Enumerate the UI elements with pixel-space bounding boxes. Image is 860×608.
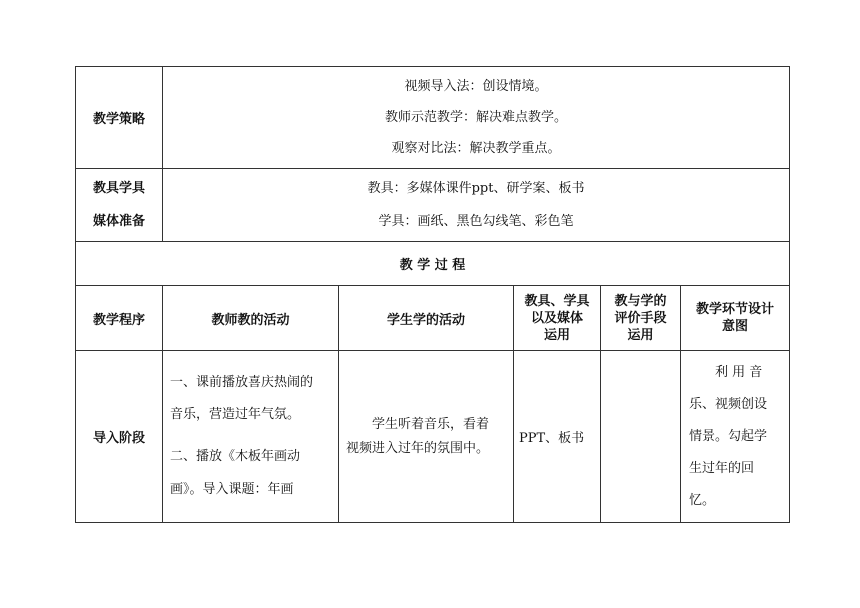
strategy-line: 观察对比法：解决教学重点。 bbox=[391, 141, 561, 156]
header-design bbox=[681, 286, 790, 351]
lesson-plan-table bbox=[75, 66, 790, 523]
strategy-content bbox=[163, 67, 790, 169]
header-student: 学生学的活动 bbox=[339, 286, 514, 351]
header-tools bbox=[514, 286, 601, 351]
header-tools-line: 教具、学具 bbox=[524, 293, 590, 309]
tools-content bbox=[163, 169, 790, 242]
header-eval-line: 评价手段 bbox=[614, 310, 667, 326]
intro-evaluation bbox=[601, 351, 681, 523]
design-line: 生过年的回 bbox=[689, 460, 755, 476]
strategy-line: 教师示范教学：解决难点教学。 bbox=[385, 110, 568, 125]
header-teacher: 教师教的活动 bbox=[163, 286, 339, 351]
header-design-line: 教学环节设计 bbox=[696, 302, 775, 317]
student-line: 视频进入过年的氛围中。 bbox=[346, 440, 490, 456]
teacher-line: 一、课前播放喜庆热闹的 bbox=[170, 375, 314, 390]
tools-label-line: 媒体准备 bbox=[92, 214, 145, 229]
header-design-line: 意图 bbox=[722, 319, 749, 334]
teacher-line: 二、播放《木板年画动 bbox=[170, 449, 301, 464]
header-tools-line: 运用 bbox=[543, 327, 570, 343]
intro-student-activity bbox=[339, 351, 514, 523]
strategy-label: 教学策略 bbox=[76, 67, 163, 169]
header-eval-line: 运用 bbox=[627, 327, 654, 343]
teacher-line: 音乐，营造过年气氛。 bbox=[170, 407, 301, 422]
intro-stage: 导入阶段 bbox=[76, 351, 163, 523]
strategy-row bbox=[76, 67, 790, 169]
design-line: 乐、视频创设 bbox=[689, 396, 768, 412]
tools-line: 学具：画纸、黑色勾线笔、彩色笔 bbox=[378, 214, 574, 229]
design-line: 利 用 音 bbox=[715, 364, 763, 380]
design-line: 情景。勾起学 bbox=[689, 428, 768, 444]
tools-label-line: 教具学具 bbox=[92, 181, 145, 196]
header-evaluation bbox=[601, 286, 681, 351]
tools-line: 教具：多媒体课件ppt、研学案、板书 bbox=[367, 181, 585, 196]
header-tools-line: 以及媒体 bbox=[530, 310, 583, 326]
header-procedure: 教学程序 bbox=[76, 286, 163, 351]
teacher-line: 画》。导入课题：年画 bbox=[170, 482, 294, 497]
intro-tools: PPT、板书 bbox=[514, 351, 601, 523]
tools-label bbox=[76, 169, 163, 242]
strategy-line: 视频导入法：创设情境。 bbox=[404, 79, 548, 94]
intro-teacher-activity bbox=[163, 351, 339, 523]
student-line: 学生听着音乐，看着 bbox=[372, 416, 490, 432]
process-title-row bbox=[76, 242, 790, 286]
header-eval-line: 教与学的 bbox=[614, 293, 667, 309]
process-title: 教 学 过 程 bbox=[76, 242, 790, 286]
header-row bbox=[76, 286, 790, 351]
intro-design-intent bbox=[681, 351, 790, 523]
design-line: 忆。 bbox=[689, 492, 716, 508]
intro-row bbox=[76, 351, 790, 523]
tools-row bbox=[76, 169, 790, 242]
